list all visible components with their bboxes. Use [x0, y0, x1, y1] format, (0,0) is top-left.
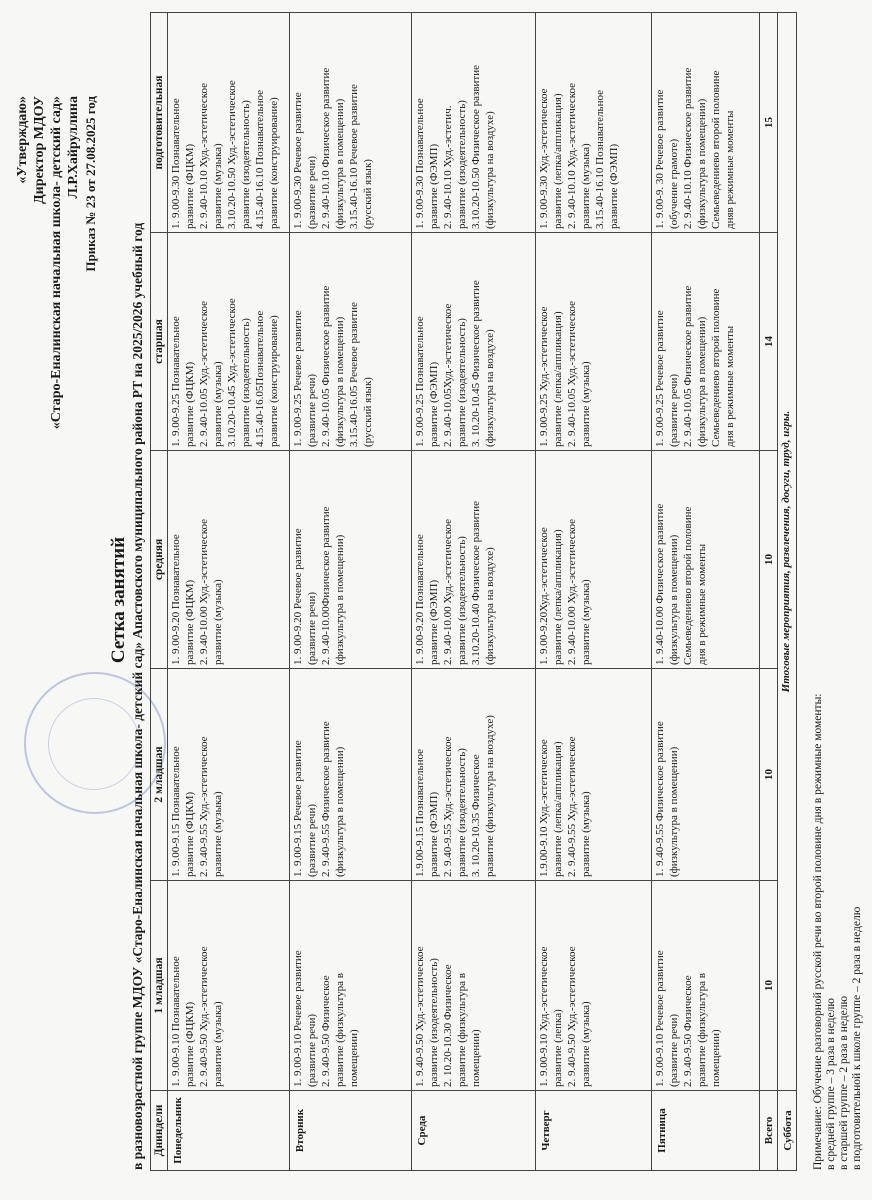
- note-line: в средней группе – 3 раза в неделю: [825, 998, 837, 1170]
- schedule-cell: [168, 669, 290, 881]
- schedule-line: (физкультура в помещении): [668, 534, 680, 665]
- schedule-line: развитие (физкультура на воздухе): [484, 715, 496, 877]
- approval-line-2: Директор МДОУ: [32, 96, 47, 204]
- schedule-line: развитие (музыка): [580, 791, 592, 877]
- totals-label: Всего: [760, 1091, 778, 1171]
- schedule-line: дняв режимные моменты: [724, 110, 736, 229]
- note-line: в старшей группе – 2 раза в неделю: [838, 995, 850, 1170]
- saturday-activities: Итоговые мероприятия, развлечения, досуги, труд, игры.: [778, 13, 797, 1091]
- document-subtitle: в разновозрастной группе МДОУ «Старо-Еналинская начальная школа- детский сад» Апастовского муниципального района РТ на 2025/2026 учебный год: [130, 222, 145, 1170]
- schedule-line: 2. 9.40-10.10 Худ.-эстетич.: [442, 105, 454, 229]
- schedule-line: 1. 9.00-9.10 Речевое развитие: [654, 950, 666, 1087]
- schedule-line: 2. 9.40-9.50 Худ.-эстетическое: [198, 946, 210, 1087]
- schedule-line: развитие (музыка): [212, 361, 224, 447]
- schedule-line: (физкультура на воздухе): [484, 329, 496, 447]
- schedule-line: 1. 9.00-9.20 Познавательное: [414, 534, 426, 665]
- schedule-cell: [652, 881, 760, 1091]
- schedule-cell: [536, 669, 652, 881]
- schedule-line: 3.15.40-16.05 Речевое развитие: [348, 302, 360, 447]
- day-cell: Вторник: [290, 1091, 412, 1171]
- schedule-line: (физкультура на воздухе): [484, 111, 496, 229]
- schedule-line: (развитие речи): [668, 1014, 680, 1087]
- schedule-line: (русский язык): [362, 377, 374, 447]
- schedule-line: 1. 9.00-9.25 Познавательное: [414, 316, 426, 447]
- schedule-line: развитие (лепка/аппликация): [552, 93, 564, 229]
- schedule-line: 2. 9.40-9.55 Физическое развитие: [320, 721, 332, 877]
- schedule-line: 1. 9.00-9.30 Худ.-эстетическое: [538, 88, 550, 229]
- totals-value: 14: [760, 233, 778, 451]
- schedule-line: 2. 9.40-10.05Худ.-эстетическое: [442, 303, 454, 447]
- schedule-line: 1. 9.00-9.15 Познавательное: [170, 746, 182, 877]
- schedule-line: развитие (ФЦКМ): [184, 1001, 196, 1087]
- schedule-line: (обучение грамоте): [668, 138, 680, 229]
- schedule-line: 1. 9.00-9.10 Речевое развитие: [292, 950, 304, 1087]
- schedule-line: развитие (ФЭМП): [428, 791, 440, 877]
- schedule-cell: [536, 881, 652, 1091]
- schedule-line: развитие (ФЭМП): [608, 143, 620, 229]
- header-group-5: подготовительная: [151, 13, 168, 233]
- totals-row: [760, 13, 778, 1171]
- schedule-line: 1. 9.00-9. 30 Речевое развитие: [654, 89, 666, 229]
- header-group-4: старшая: [151, 233, 168, 451]
- schedule-line: 1. 9.00-9.25 Речевое развитие: [654, 310, 666, 447]
- day-cell: Суббота: [778, 1091, 797, 1171]
- schedule-line: развитие (конструирование): [268, 315, 280, 447]
- schedule-line: (развитие речи): [306, 156, 318, 229]
- schedule-line: (физкультура в помещении): [668, 746, 680, 877]
- day-cell: Среда: [412, 1091, 536, 1171]
- schedule-line: развитие (лепка/аппликация): [552, 529, 564, 665]
- schedule-line: Семьеведениево второй половине: [710, 70, 722, 229]
- approval-block: [14, 96, 99, 566]
- schedule-line: развитие (ФЦКМ): [184, 361, 196, 447]
- schedule-line: развитие (физкультура в: [696, 973, 708, 1087]
- schedule-line: (физкультура в помещении): [334, 746, 346, 877]
- schedule-line: 1. 9.40-10.00 Физическое развитие: [654, 503, 666, 665]
- schedule-line: 2. 9.40-10.00 Худ.-эстетическое: [566, 518, 578, 665]
- schedule-line: развитие (изодеятельность): [240, 100, 252, 229]
- schedule-cell: [168, 881, 290, 1091]
- schedule-line: 3.15.40-16.10 Речевое развитие: [348, 84, 360, 229]
- table-row: [412, 13, 536, 1171]
- approval-line-1: «Утверждаю»: [15, 96, 30, 184]
- schedule-line: помещении): [348, 1029, 360, 1087]
- schedule-line: развитие (ФЦКМ): [184, 791, 196, 877]
- schedule-line: 1. 9.00-9.15 Речевое развитие: [292, 740, 304, 877]
- schedule-line: развитие (изодеятельность): [456, 536, 468, 665]
- schedule-line: 3. 10.20-10.45 Физическое развитие: [470, 280, 482, 447]
- schedule-line: развитие (музыка): [580, 143, 592, 229]
- schedule-line: 1. 9.00-9.30 Познавательное: [170, 98, 182, 229]
- saturday-row: [778, 13, 797, 1171]
- totals-value: 10: [760, 451, 778, 669]
- schedule-cell: [652, 669, 760, 881]
- schedule-cell: [412, 233, 536, 451]
- schedule-cell: [412, 451, 536, 669]
- schedule-line: 4.15.40-16.10 Познавательное: [254, 90, 266, 229]
- schedule-line: (физкультура на воздухе): [484, 547, 496, 665]
- schedule-line: (физкультура в помещении): [334, 316, 346, 447]
- schedule-line: развитие (изодеятельность): [428, 958, 440, 1087]
- schedule-line: развитие (музыка): [212, 1001, 224, 1087]
- schedule-line: 1. 9.00-9.10 Худ.-эстетическое: [538, 946, 550, 1087]
- schedule-line: 2. 9.40-10.00 Худ.-эстетическое: [198, 518, 210, 665]
- header-group-2: 2 младшая: [151, 669, 168, 881]
- schedule-line: 2. 9.40-10.10 Физическое развитие: [682, 67, 694, 229]
- schedule-line: дня в режимные моменты: [696, 543, 708, 665]
- table-row: [652, 13, 760, 1171]
- document-title: Сетка занятий: [108, 536, 129, 664]
- schedule-line: развитие (ФЦКМ): [184, 143, 196, 229]
- header-group-1: 1 младшая: [151, 881, 168, 1091]
- header-row: [151, 13, 168, 1171]
- schedule-cell: [168, 13, 290, 233]
- schedule-line: 2. 9.40-10.05 Худ.-эстетическое: [198, 300, 210, 447]
- schedule-line: развитие (музыка): [580, 579, 592, 665]
- schedule-line: развитие (ФЭМП): [428, 361, 440, 447]
- schedule-line: 1. 9.00-9.10 Познавательное: [170, 956, 182, 1087]
- schedule-line: 3.10.20-10.40 Физическое развитие: [470, 501, 482, 665]
- schedule-line: развитие (лепка/аппликация): [552, 741, 564, 877]
- schedule-line: 1. 9.00-9.20 Речевое развитие: [292, 528, 304, 665]
- approval-order: Приказ № 23 от 27.08.2025 год: [83, 96, 98, 272]
- schedule-line: развитие (музыка): [212, 791, 224, 877]
- schedule-line: 1. 9.00-9.25 Познавательное: [170, 316, 182, 447]
- schedule-line: развитие (конструирование): [268, 97, 280, 229]
- schedule-cell: [290, 451, 412, 669]
- table-row: [536, 13, 652, 1171]
- schedule-line: развитие (музыка): [212, 143, 224, 229]
- schedule-line: 2. 9.40-10.05 Худ.-эстетическое: [566, 300, 578, 447]
- schedule-line: 1. 9.00-9.25 Худ.-эстетическое: [538, 306, 550, 447]
- schedule-line: развитие (лепка/аппликация): [552, 311, 564, 447]
- totals-value: 10: [760, 881, 778, 1091]
- schedule-cell: [290, 881, 412, 1091]
- schedule-line: 2. 9.40-10.10 Физическое развитие: [320, 67, 332, 229]
- schedule-line: помещении): [470, 1029, 482, 1087]
- schedule-line: развитие (лепка): [552, 1009, 564, 1087]
- schedule-line: 2. 9.40-9.55 Худ.-эстетическое: [566, 736, 578, 877]
- totals-value: 10: [760, 669, 778, 881]
- schedule-line: (русский язык): [362, 159, 374, 229]
- schedule-line: 1. 9.00-9.30 Речевое развитие: [292, 92, 304, 229]
- schedule-line: развитие (ФЭМП): [428, 579, 440, 665]
- schedule-line: 3.10.20-10.45 Худ.-эстетическое: [226, 298, 238, 447]
- day-cell: Четверг: [536, 1091, 652, 1171]
- schedule-line: 2. 9.40-9.55 Худ.-эстетическое: [198, 736, 210, 877]
- schedule-line: (развитие речи): [306, 1014, 318, 1087]
- schedule-line: 3.10.20-10.50 Физическое развитие: [470, 65, 482, 229]
- schedule-line: развитие (изодеятельность): [456, 748, 468, 877]
- schedule-line: (физкультура в помещении): [334, 98, 346, 229]
- schedule-line: (физкультура в помещении): [696, 316, 708, 447]
- schedule-cell: [652, 233, 760, 451]
- schedule-cell: [412, 13, 536, 233]
- schedule-line: развитие (физкультура в: [334, 973, 346, 1087]
- schedule-line: 3. 10.20-10.35 Физическое: [470, 754, 482, 877]
- schedule-line: Семьеведениево второй половине: [710, 288, 722, 447]
- schedule-table: [150, 12, 797, 1171]
- note-line: в подготовительной к школе группе – 2 раза в неделю: [851, 906, 863, 1170]
- schedule-line: развитие (музыка): [580, 1001, 592, 1087]
- schedule-line: 1. 9.40-9.55 Физическое развитие: [654, 721, 666, 877]
- totals-value: 15: [760, 13, 778, 233]
- schedule-cell: [168, 233, 290, 451]
- schedule-cell: [536, 451, 652, 669]
- schedule-line: 2. 9.40-10.05 Физическое развитие: [682, 285, 694, 447]
- note-line: Примечание: Обучение разговорной русской речи во второй половине дня в режимные моменты:: [812, 693, 824, 1170]
- schedule-line: (развитие речи): [306, 804, 318, 877]
- table-row: [290, 13, 412, 1171]
- schedule-line: 1. 9.00-9.20 Познавательное: [170, 534, 182, 665]
- schedule-line: развитие (музыка): [580, 361, 592, 447]
- schedule-line: развитие (музыка): [212, 579, 224, 665]
- schedule-line: (развитие речи): [306, 374, 318, 447]
- header-group-3: средняя: [151, 451, 168, 669]
- approval-signature-name: Л.Р.Хайруллина: [66, 96, 81, 199]
- schedule-line: 1.9.00-9.10 Худ.-эстетическое: [538, 739, 550, 877]
- schedule-line: развитие (изодеятельность): [456, 318, 468, 447]
- schedule-line: помещении): [710, 1029, 722, 1087]
- schedule-line: 2. 9.40-10.00Физическое развитие: [320, 506, 332, 665]
- schedule-line: Семьеведениево второй половине: [682, 506, 694, 665]
- schedule-line: 2. 9.40-10.00 Худ.-эстетическое: [442, 518, 454, 665]
- schedule-line: 2. 9.40-9.55 Худ.-эстетическое: [442, 736, 454, 877]
- schedule-cell: [652, 451, 760, 669]
- schedule-cell: [290, 13, 412, 233]
- schedule-line: 2. 9.40-9.50 Физическое: [320, 975, 332, 1087]
- approval-line-3: «Старо-Еналинская начальная школа- детский сад»: [49, 96, 64, 430]
- schedule-cell: [168, 451, 290, 669]
- schedule-line: развитие (ФЦКМ): [184, 579, 196, 665]
- schedule-line: развитие (физкультура в: [456, 973, 468, 1087]
- schedule-cell: [652, 13, 760, 233]
- header-day: Дниндели: [151, 1091, 168, 1171]
- schedule-cell: [536, 13, 652, 233]
- schedule-line: (развитие речи): [306, 592, 318, 665]
- schedule-cell: [412, 669, 536, 881]
- schedule-line: 1. 9.00-9.25 Речевое развитие: [292, 310, 304, 447]
- schedule-line: 2. 9.40-9.50 Худ.-эстетическое: [566, 946, 578, 1087]
- schedule-line: 1.9.00-9.15 Познавательное: [414, 749, 426, 877]
- day-cell: Понедельник: [168, 1091, 290, 1171]
- schedule-line: 2. 9.40-10.10 Худ.-эстетическое: [566, 82, 578, 229]
- day-cell: Пятница: [652, 1091, 760, 1171]
- schedule-cell: [290, 669, 412, 881]
- schedule-line: развитие (ФЭМП): [428, 143, 440, 229]
- schedule-line: развитие (изодеятельность): [240, 318, 252, 447]
- schedule-line: 2. 9.40-10.05 Физическое развитие: [320, 285, 332, 447]
- schedule-line: (развитие речи): [668, 374, 680, 447]
- table-row: [168, 13, 290, 1171]
- schedule-line: дня в режимные моменты: [724, 325, 736, 447]
- schedule-cell: [412, 881, 536, 1091]
- schedule-cell: [536, 233, 652, 451]
- schedule-line: 2. 9.40-9.50 Физическое: [682, 975, 694, 1087]
- schedule-line: 1. 9.00-9.20Худ.-эстетическое: [538, 527, 550, 665]
- schedule-cell: [290, 233, 412, 451]
- schedule-line: 3.15.40-16.10 Познавательное: [594, 90, 606, 229]
- schedule-line: развитие (изодеятельность): [456, 100, 468, 229]
- notes-block: [812, 694, 864, 1171]
- schedule-line: 2. 10.20-10.30 Физическое: [442, 964, 454, 1087]
- schedule-line: 3.10.20-10.50 Худ.-эстетическое: [226, 80, 238, 229]
- schedule-line: (физкультура в помещении): [334, 534, 346, 665]
- schedule-line: 2. 9.40-10.10 Худ.-эстетическое: [198, 82, 210, 229]
- schedule-line: 4.15.40-16.05Познавательное: [254, 310, 266, 447]
- schedule-line: 1. 9.00-9.30 Познавательное: [414, 98, 426, 229]
- schedule-line: 1. 9.40-9.50 Худ.-эстетическое: [414, 946, 426, 1087]
- schedule-line: (физкультура в помещении): [696, 98, 708, 229]
